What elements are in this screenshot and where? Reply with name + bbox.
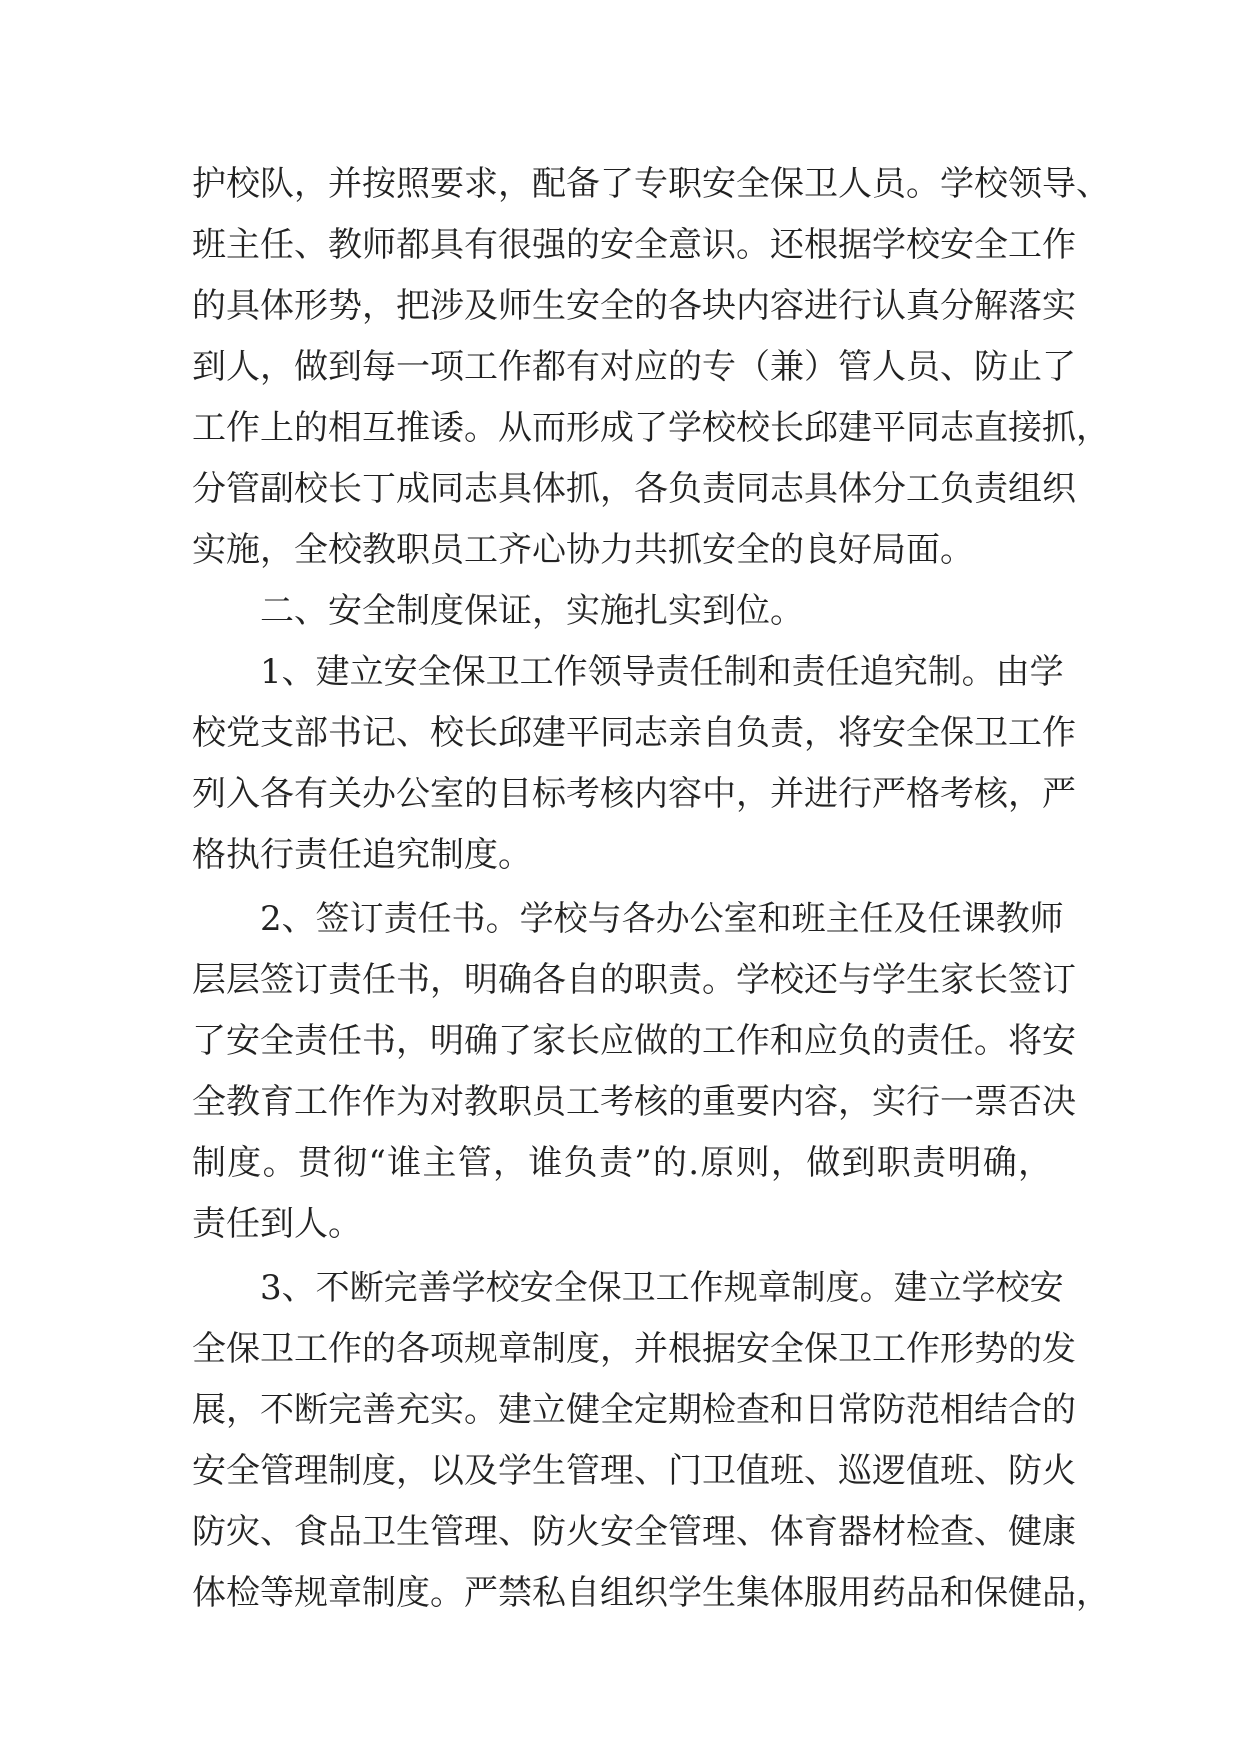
text-line: 的具体形势，把涉及师生安全的各块内容进行认真分解落实 — [192, 286, 1076, 326]
text-line: 工作上的相互推诿。从而形成了学校校长邱建平同志直接抓， — [192, 408, 1110, 448]
text-line: 1、建立安全保卫工作领导责任制和责任追究制。由学 — [260, 652, 1064, 692]
text-line: 防灾、食品卫生管理、防火安全管理、体育器材检查、健康 — [192, 1512, 1076, 1552]
paragraph-3 — [192, 642, 1076, 886]
heading-line: 二、安全制度保证，实施扎实到位。 — [260, 591, 804, 631]
text-line: 2、签订责任书。学校与各办公室和班主任及任课教师 — [260, 899, 1064, 939]
section-heading — [192, 581, 1052, 642]
text-line: 格执行责任追究制度。 — [192, 835, 532, 875]
text-line: 校党支部书记、校长邱建平同志亲自负责，将安全保卫工作 — [192, 713, 1076, 753]
paragraph-5 — [192, 1258, 1110, 1624]
text-line: 分管副校长丁成同志具体抓，各负责同志具体分工负责组织 — [192, 469, 1076, 509]
text-line: 全保卫工作的各项规章制度，并根据安全保卫工作形势的发 — [192, 1329, 1076, 1369]
text-line: 层层签订责任书，明确各自的职责。学校还与学生家长签订 — [192, 960, 1076, 1000]
text-line: 体检等规章制度。严禁私自组织学生集体服用药品和保健品， — [192, 1573, 1110, 1613]
paragraph-4 — [192, 889, 1076, 1255]
text-line: 了安全责任书，明确了家长应做的工作和应负的责任。将安 — [192, 1021, 1076, 1061]
text-line: 3、不断完善学校安全保卫工作规章制度。建立学校安 — [260, 1268, 1064, 1308]
text-line: 实施，全校教职员工齐心协力共抓安全的良好局面。 — [192, 530, 974, 570]
text-line: 责任到人。 — [192, 1204, 362, 1244]
paragraph-1 — [192, 154, 1110, 581]
text-line: 展，不断完善充实。建立健全定期检查和日常防范相结合的 — [192, 1390, 1076, 1430]
text-line: 到人，做到每一项工作都有对应的专（兼）管人员、防止了 — [192, 347, 1076, 387]
text-line: 安全管理制度，以及学生管理、门卫值班、巡逻值班、防火 — [192, 1451, 1076, 1491]
text-line: 列入各有关办公室的目标考核内容中，并进行严格考核，严 — [192, 774, 1076, 814]
text-line: 班主任、教师都具有很强的安全意识。还根据学校安全工作 — [192, 225, 1076, 265]
text-line: 制度。贯彻“谁主管，谁负责”的.原则，做到职责明确， — [192, 1143, 1052, 1183]
text-line: 全教育工作作为对教职员工考核的重要内容，实行一票否决 — [192, 1082, 1076, 1122]
document-body — [192, 154, 1110, 1624]
text-line: 护校队，并按照要求，配备了专职安全保卫人员。学校领导、 — [192, 164, 1110, 204]
